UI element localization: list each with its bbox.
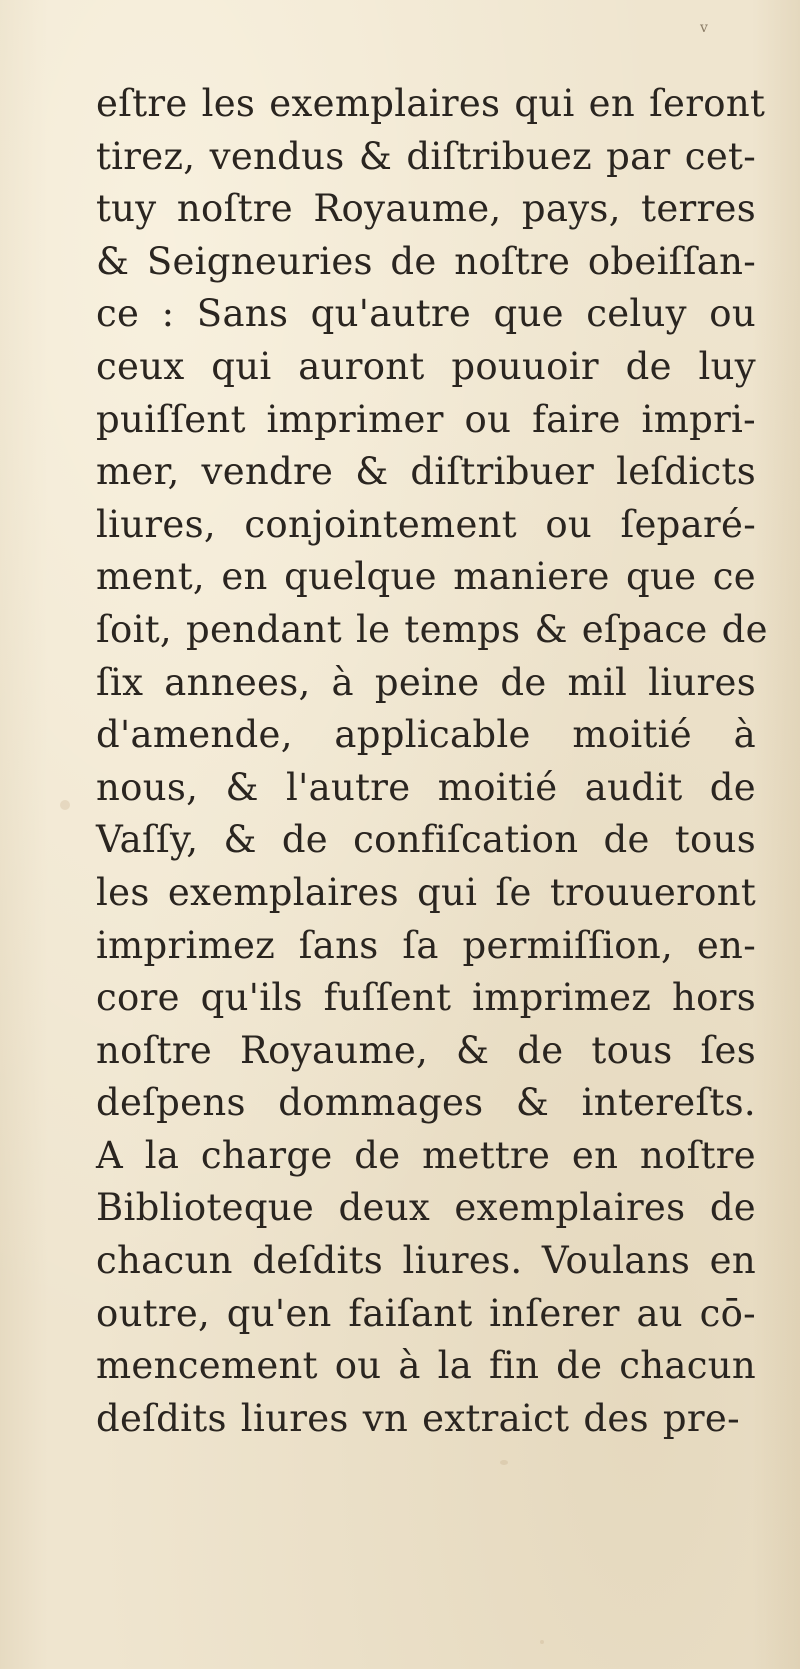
text-line: Biblioteque deux exemplaires de bbox=[96, 1186, 756, 1230]
text-line: d'amende, applicable moitié à bbox=[96, 713, 756, 757]
text-line: chacun deſdits liures. Voulans en bbox=[96, 1239, 756, 1283]
text-line: tuy noſtre Royaume, pays, terres bbox=[96, 187, 756, 231]
text-line: deſdits liures vn extraict des pre- bbox=[96, 1396, 740, 1440]
text-line: mer, vendre & diſtribuer leſdicts bbox=[96, 450, 756, 494]
text-line: ſix annees, à peine de mil liures bbox=[96, 660, 756, 704]
text-line: eſtre les exemplaires qui en ſeront bbox=[96, 82, 766, 125]
paper-stain bbox=[540, 1640, 544, 1644]
text-line: tirez, vendus & diſtribuez par cet- bbox=[96, 134, 756, 178]
paper-stain bbox=[500, 1460, 508, 1465]
text-line: A la charge de mettre en noſtre bbox=[96, 1133, 756, 1177]
text-line: Vaſſy, & de confiſcation de tous bbox=[96, 818, 756, 862]
text-line: ce : Sans qu'autre que celuy ou bbox=[96, 292, 756, 336]
text-line: core qu'ils fuſſent imprimez hors bbox=[96, 976, 756, 1020]
corner-mark: v bbox=[700, 20, 708, 36]
paper-stain bbox=[60, 800, 70, 810]
text-line: les exemplaires qui ſe trouueront bbox=[96, 870, 756, 914]
text-line: deſpens dommages & intereſts. bbox=[96, 1081, 756, 1125]
text-line: ceux qui auront pouuoir de luy bbox=[96, 344, 756, 388]
text-line: puiſſent imprimer ou faire impri- bbox=[96, 397, 756, 441]
text-line: imprimez ſans ſa permiſſion, en- bbox=[96, 923, 756, 967]
text-line: noſtre Royaume, & de tous ſes bbox=[96, 1028, 756, 1072]
text-line: liures, conjointement ou ſeparé- bbox=[96, 502, 756, 546]
text-line: & Seigneuries de noſtre obeiſſan- bbox=[96, 239, 756, 283]
text-line: ſoit, pendant le temps & eſpace de bbox=[96, 607, 768, 651]
text-line: nous, & l'autre moitié audit de bbox=[96, 765, 756, 809]
text-line: mencement ou à la fin de chacun bbox=[96, 1344, 756, 1388]
text-line: outre, qu'en faiſant inſerer au cō- bbox=[96, 1291, 756, 1335]
body-text bbox=[96, 78, 768, 1445]
text-line: ment, en quelque maniere que ce bbox=[96, 555, 756, 599]
